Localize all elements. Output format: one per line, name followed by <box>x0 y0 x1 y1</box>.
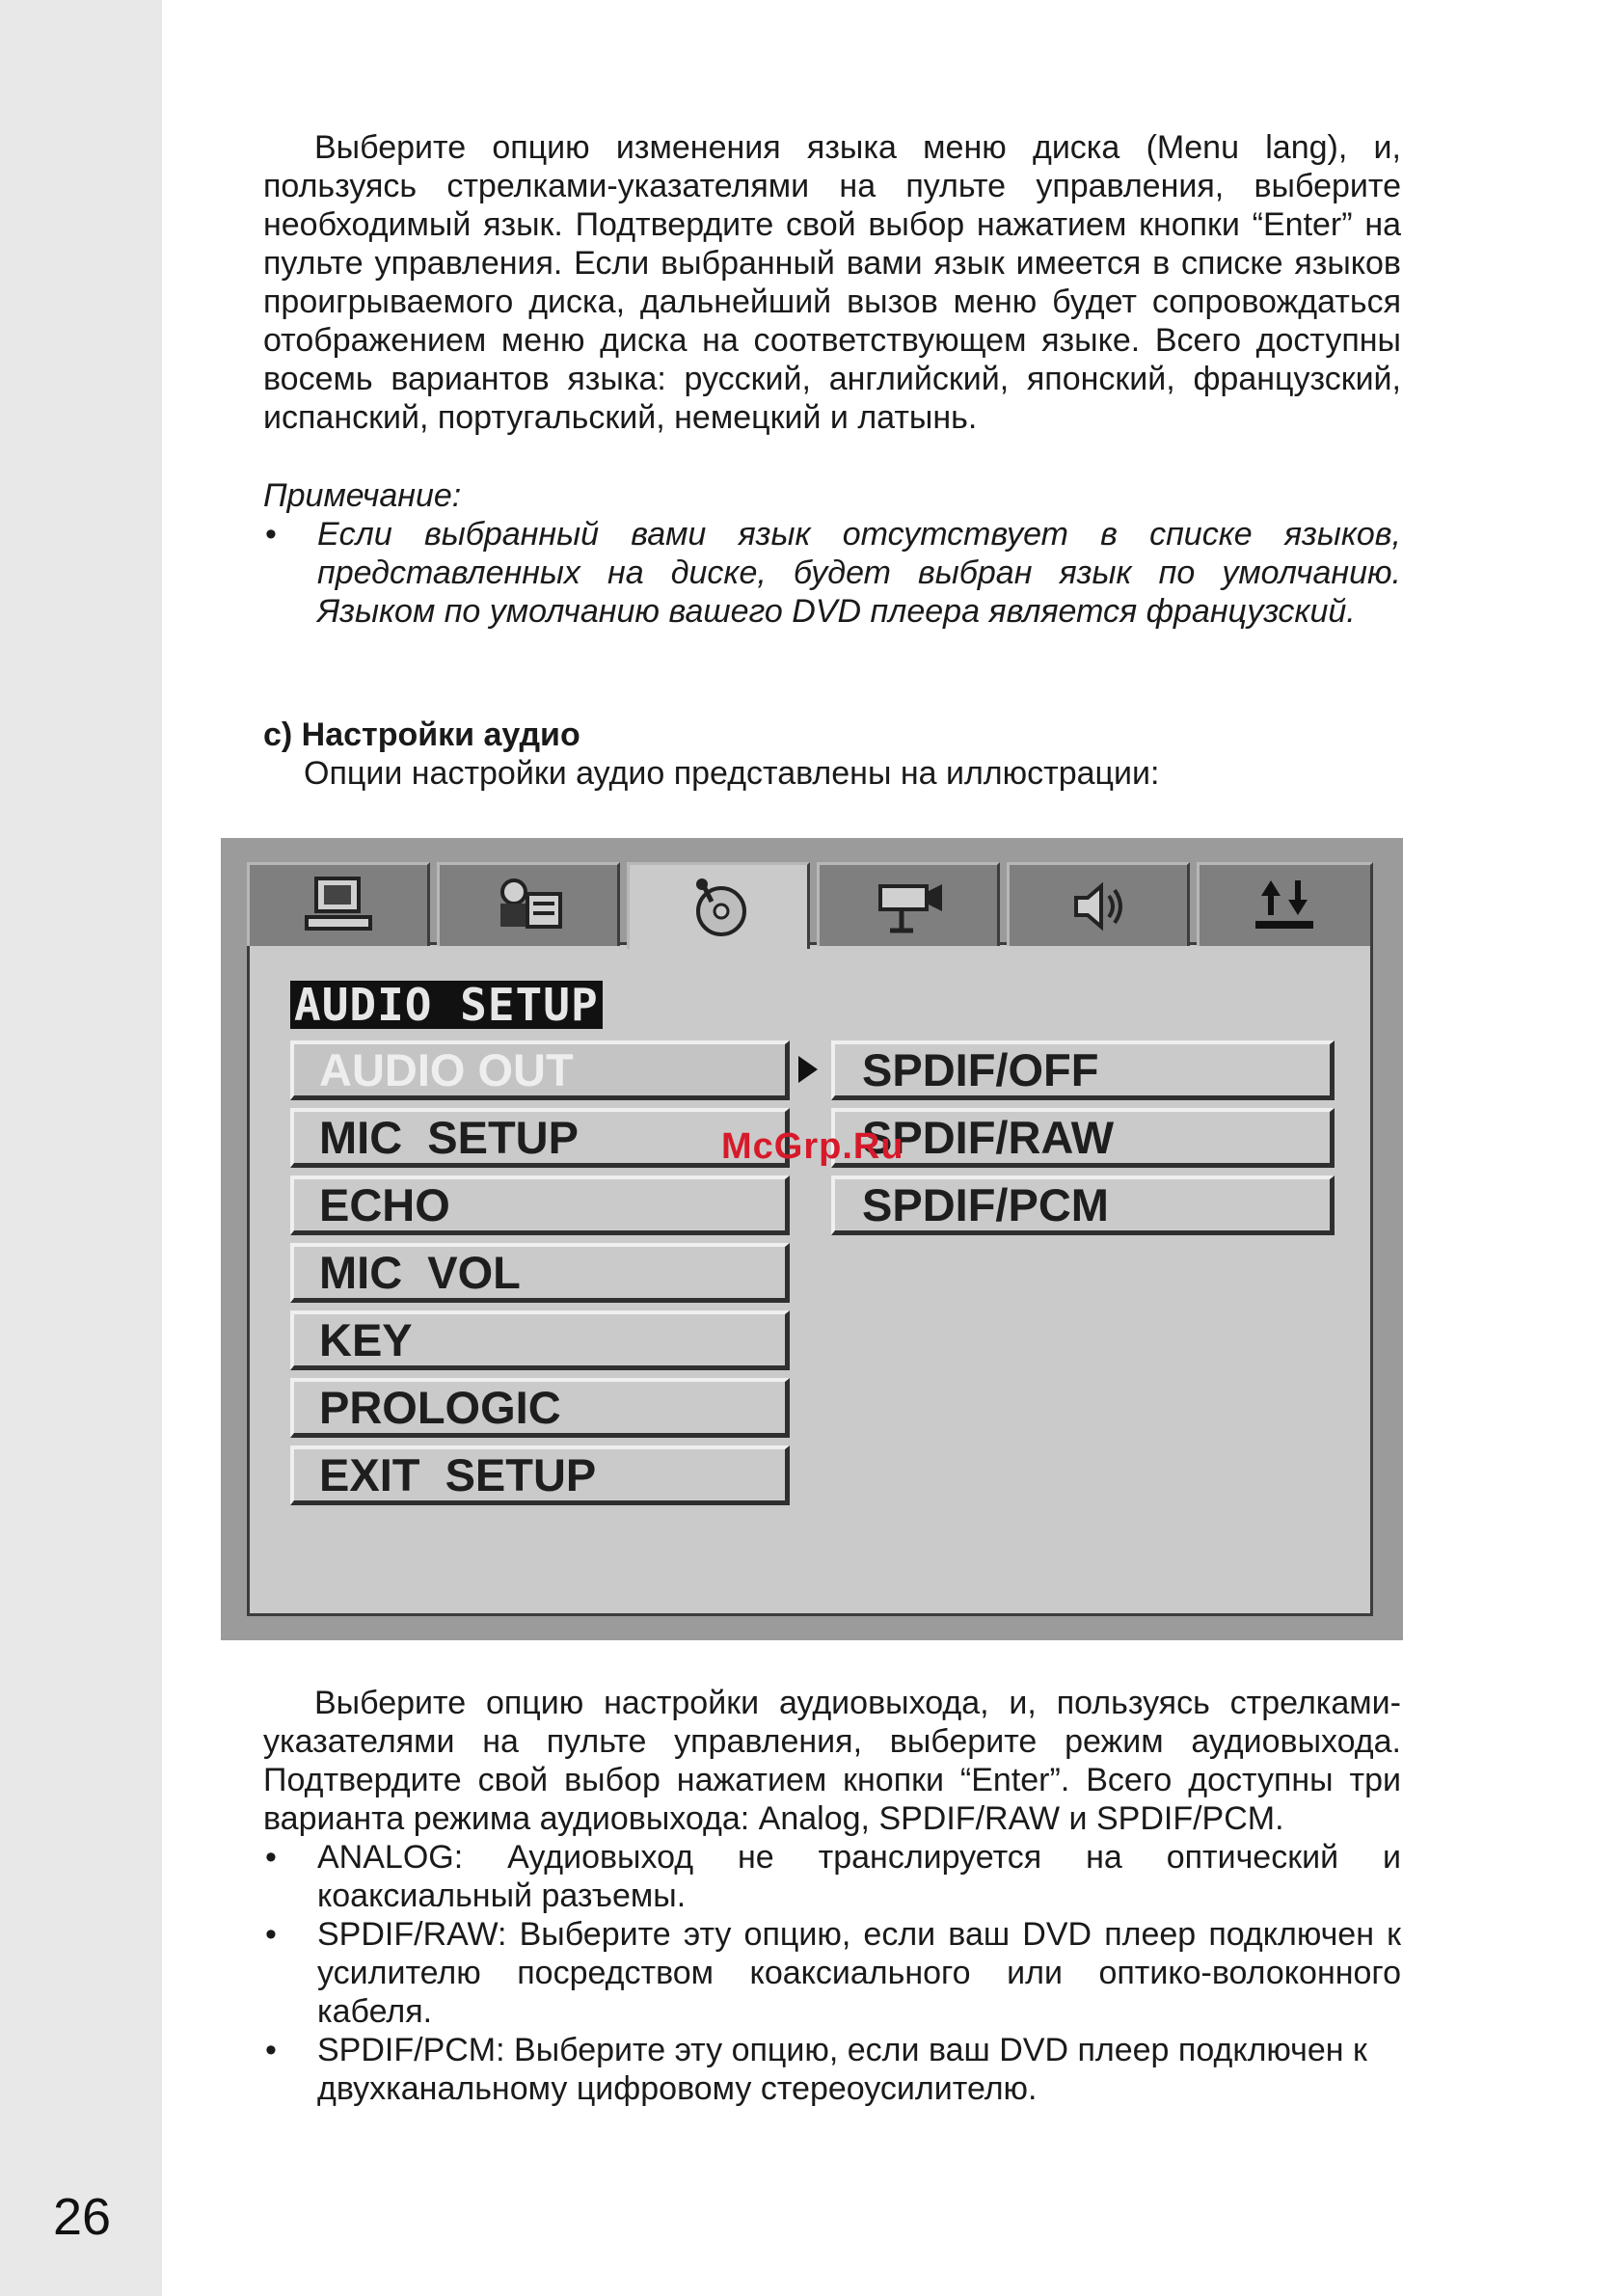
menu-mic-vol[interactable]: MIC VOL <box>290 1243 790 1303</box>
osd-title: AUDIO SETUP <box>290 981 603 1029</box>
bullet-item <box>263 1915 1401 2031</box>
page-margin-strip <box>0 0 162 2296</box>
speaker-icon <box>1055 871 1142 940</box>
intro-paragraph: Выберите опцию изменения языка меню диска (Menu lang), и, пользуясь стрелками-указателями на пульте управления, выберите необходимый язык. Подтвердите свой выбор нажатием кнопки “Enter” на пульте управления. Если выбранный вами язык имеется в списке языков проигрываемого диска, дальнейший вызов меню будет сопровождаться отображением меню диска на соответствующем языке. Всего доступны восемь вариантов языка: русский, английский, японский, французский, испанский, португальский, немецкий и латынь. <box>263 129 1401 436</box>
audio-setup-screenshot <box>221 838 1403 1640</box>
intro-block <box>263 128 1401 437</box>
video-camera-icon <box>865 871 952 940</box>
page-number: 26 <box>53 2188 112 2246</box>
bullet-dot: • <box>265 1839 277 1876</box>
bullet-item <box>263 2031 1401 2108</box>
section-block <box>263 716 1401 793</box>
monitor-icon <box>295 871 382 940</box>
section-heading: c) Настройки аудио <box>263 716 580 753</box>
language-tab[interactable] <box>437 862 620 946</box>
speaker-tab[interactable] <box>1007 862 1190 946</box>
video-tab[interactable] <box>817 862 1000 946</box>
menu-echo[interactable]: ECHO <box>290 1175 790 1235</box>
menu-key[interactable]: KEY <box>290 1310 790 1370</box>
bullet-dot: • <box>265 1916 277 1953</box>
menu-audio-out[interactable]: AUDIO OUT <box>290 1040 790 1100</box>
menu-prologic[interactable]: PROLOGIC <box>290 1378 790 1438</box>
note-bullet-item <box>263 515 1401 631</box>
bullet-spdif-raw: SPDIF/RAW: Выберите эту опцию, если ваш DVD плеер подключен к усилителю посредством коаксиального или оптико-волоконного кабеля. <box>317 1916 1401 2030</box>
bullet-dot: • <box>265 2032 277 2068</box>
section-intro: Опции настройки аудио представлены на иллюстрации: <box>304 755 1160 792</box>
submenu-spdif-raw[interactable]: SPDIF/RAW <box>831 1108 1335 1168</box>
language-icon <box>485 871 572 940</box>
bullet-item <box>263 1838 1401 1915</box>
menu-exit-setup[interactable]: EXIT SETUP <box>290 1445 790 1505</box>
audio-tab[interactable] <box>627 862 810 949</box>
system-tab[interactable] <box>247 862 430 946</box>
preference-arrows-icon <box>1242 871 1329 940</box>
watermark: McGrp.Ru <box>721 1126 904 1167</box>
bullet-spdif-pcm: SPDIF/PCM: Выберите эту опцию, если ваш DVD плеер подключен к двухканальному цифровому стереоусилителю. <box>317 2032 1367 2107</box>
selection-arrow-icon <box>798 1056 818 1083</box>
submenu-spdif-off[interactable]: SPDIF/OFF <box>831 1040 1335 1100</box>
note-title: Примечание: <box>263 477 462 514</box>
submenu-spdif-pcm[interactable]: SPDIF/PCM <box>831 1175 1335 1235</box>
audio-out-paragraph: Выберите опцию настройки аудиовыхода, и, пользуясь стрелками-указателями на пульте управления, выберите режим аудиовыхода. Подтвердите свой выбор нажатием кнопки “Enter”. Всего доступны три варианта режима аудиовыхода: Analog, SPDIF/RAW и SPDIF/PCM. <box>263 1685 1401 1837</box>
note-block <box>263 476 1401 631</box>
audio-out-block <box>263 1684 1401 2108</box>
preference-tab[interactable] <box>1197 862 1373 946</box>
bullet-analog: ANALOG: Аудиовыход не транслируется на оптический и коаксиальный разъемы. <box>317 1839 1401 1914</box>
menu-mic-setup[interactable]: MIC SETUP <box>290 1108 790 1168</box>
audio-disc-icon <box>675 873 762 942</box>
note-text: Если выбранный вами язык отсутствует в списке языков, представленных на диске, будет выбран язык по умолчанию. Языком по умолчанию вашего DVD плеера является французский. <box>317 516 1401 630</box>
bullet-dot: • <box>265 516 277 553</box>
